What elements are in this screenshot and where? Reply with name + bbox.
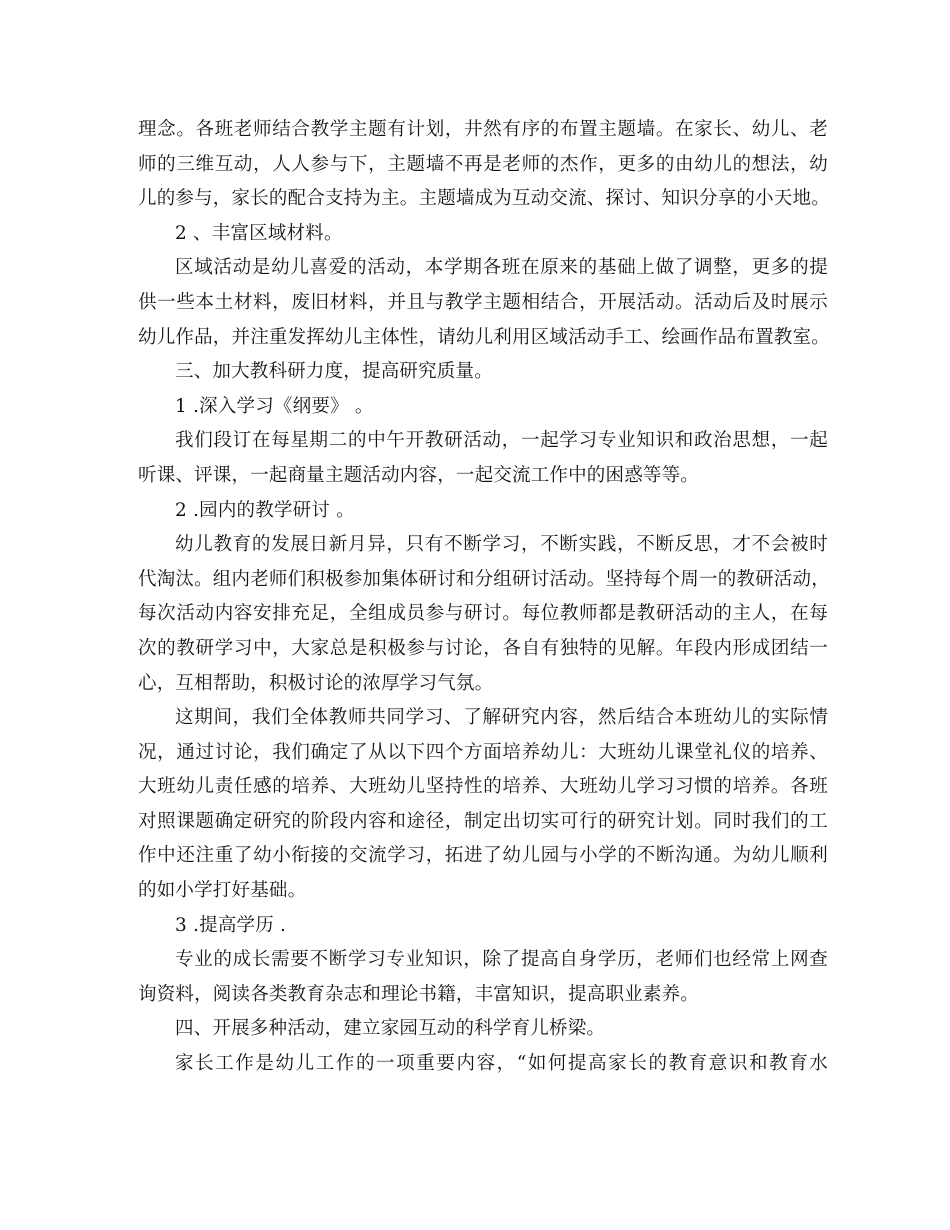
document-body bbox=[138, 113, 828, 1082]
text-line: 理念。各班老师结合教学主题有计划，井然有序的布置主题墙。在家长、幼儿、老 bbox=[138, 119, 828, 140]
text-line: 每次活动内容安排充足，全组成员参与研讨。每位教师都是教研活动的主人，在每 bbox=[138, 603, 828, 625]
text-line: 幼儿教育的发展日新月异，只有不断学习，不断实践，不断反思，才不会被时 bbox=[175, 534, 828, 556]
text-line: 区域活动是幼儿喜爱的活动，本学期各班在原来的基础上做了调整，更多的提 bbox=[175, 257, 828, 279]
text-line: 大班幼儿责任感的培养、大班幼儿坚持性的培养、大班幼儿学习习惯的培养。各班 bbox=[138, 776, 828, 798]
text-line: 2 、丰富区域材料。 bbox=[175, 222, 343, 244]
text-line: 专业的成长需要不断学习专业知识，除了提高自身学历，老师们也经常上网查 bbox=[175, 949, 828, 971]
text-line: 四、开展多种活动，建立家园互动的科学育儿桥梁。 bbox=[175, 1018, 606, 1040]
text-line: 听课、评课，一起商量主题活动内容，一起交流工作中的困惑等等。 bbox=[138, 464, 700, 486]
text-line: 心，互相帮助，积极讨论的浓厚学习气氛。 bbox=[138, 672, 494, 694]
text-line: 作中还注重了幼小衔接的交流学习，拓进了幼儿园与小学的不断沟通。为幼儿顺利 bbox=[138, 845, 828, 867]
text-line: 这期间，我们全体教师共同学习、了解研究内容，然后结合本班幼儿的实际情 bbox=[175, 707, 828, 729]
text-line: 我们段订在每星期二的中午开教研活动，一起学习专业知识和政治思想，一起 bbox=[175, 430, 828, 452]
text-line: 幼儿作品，并注重发挥幼儿主体性，请幼儿利用区域活动手工、绘画作品布置教室。 bbox=[138, 326, 830, 348]
text-line: 2 .园内的教学研讨 。 bbox=[175, 499, 355, 521]
text-line: 次的教研学习中，大家总是积极参与讨论，各自有独特的见解。年段内形成团结一 bbox=[138, 637, 828, 659]
text-line: 的如小学打好基础。 bbox=[138, 880, 307, 902]
text-line: 三、加大教科研力度，提高研究质量。 bbox=[175, 361, 493, 383]
text-line: 况，通过讨论，我们确定了从以下四个方面培养幼儿：大班幼儿课堂礼仪的培养、 bbox=[138, 741, 828, 763]
text-line: 供一些本土材料，废旧材料，并且与教学主题相结合，开展活动。活动后及时展示 bbox=[138, 291, 828, 313]
text-line: 1 .深入学习《纲要》 。 bbox=[175, 395, 374, 417]
text-line: 师的三维互动，人人参与下，主题墙不再是老师的杰作，更多的由幼儿的想法，幼 bbox=[138, 153, 828, 175]
text-line: 询资料，阅读各类教育杂志和理论书籍，丰富知识，提高职业素养。 bbox=[138, 983, 700, 1005]
text-line: 代淘汰。组内老师们积极参加集体研讨和分组研讨活动。坚持每个周一的教研活动， bbox=[138, 568, 830, 590]
text-line: 对照课题确定研究的阶段内容和途径，制定出切实可行的研究计划。同时我们的工 bbox=[138, 810, 828, 832]
text-line: 家长工作是幼儿工作的一项重要内容，“如何提高家长的教育意识和教育水 bbox=[175, 1053, 828, 1075]
text-line: 3 .提高学历 . bbox=[175, 914, 287, 936]
text-line: 儿的参与，家长的配合支持为主。主题墙成为互动交流、探讨、知识分享的小天地。 bbox=[138, 188, 830, 210]
